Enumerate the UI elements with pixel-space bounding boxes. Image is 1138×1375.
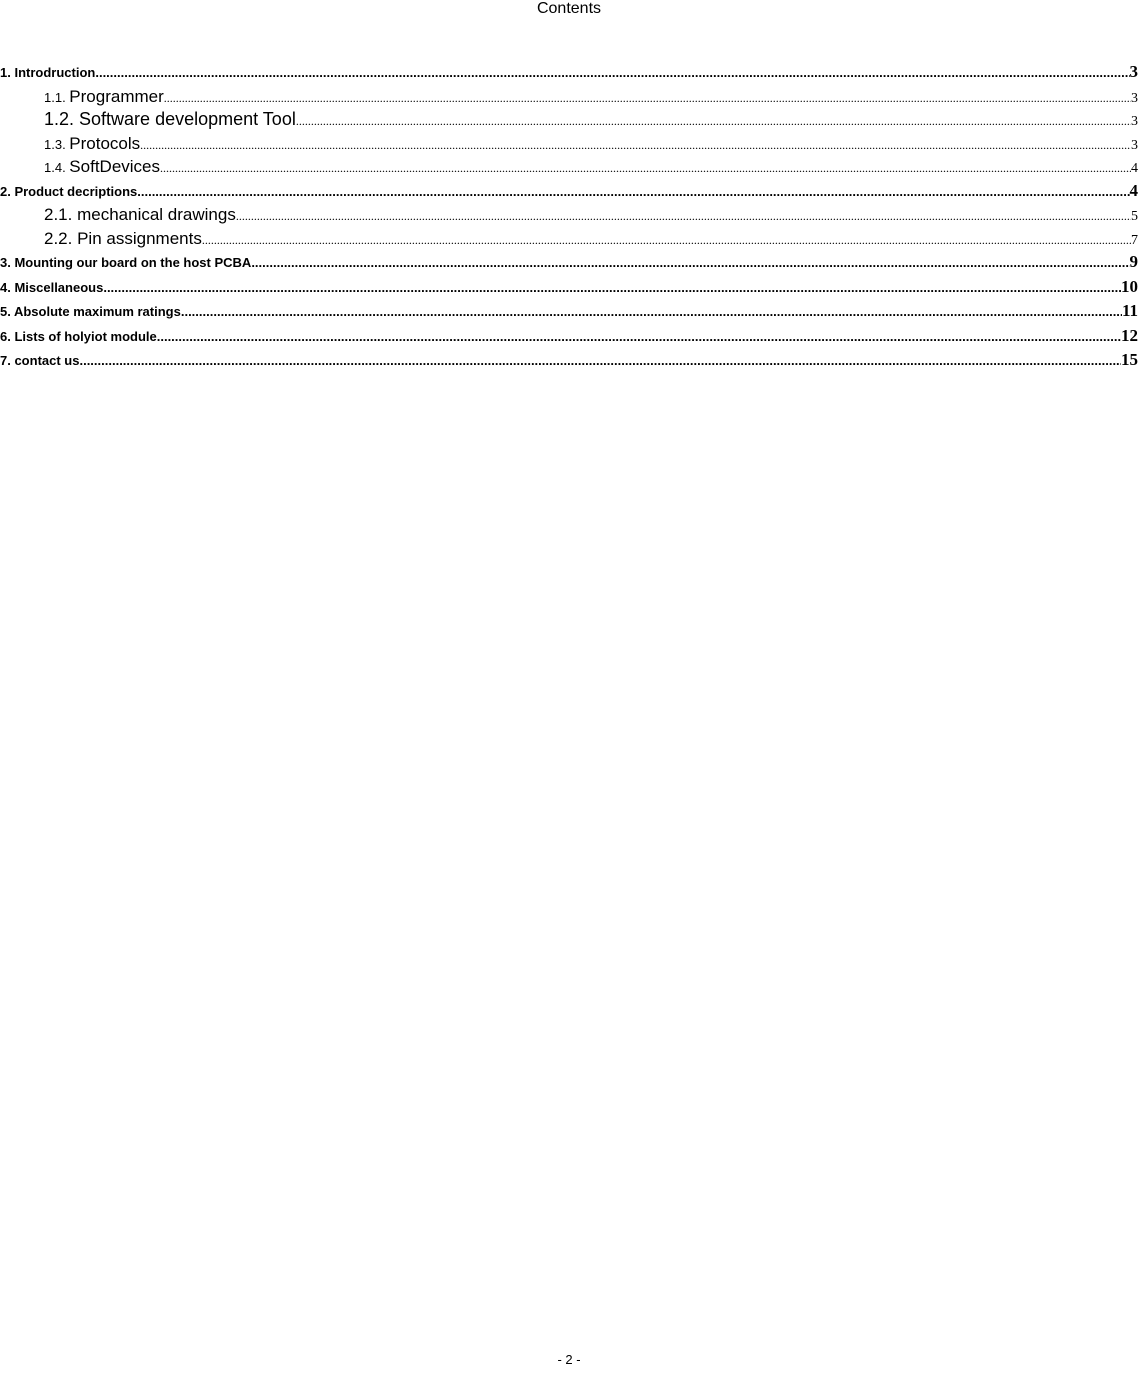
dot-leader [157,325,1121,350]
toc-entry-contact-us[interactable] [0,348,1138,373]
toc-entry-pin-assignments[interactable] [0,227,1138,251]
dot-leader [296,110,1131,134]
toc-entry-text: 1. Introdruction [0,65,96,80]
toc-entry-label: Programmer [69,86,164,106]
toc-entry-number: 2.1. [44,205,78,224]
toc-entry-label: mechanical drawings [77,205,236,224]
toc-entry-text [44,155,160,180]
toc-page-number: 7 [1131,232,1138,248]
toc-page-number: 4 [1131,161,1138,176]
toc-entry-software-development-tool[interactable] [0,108,1138,132]
toc-entry-text: 3. Mounting our board on the host PCBA [0,255,252,270]
toc-entry-text [44,108,296,132]
dot-leader [103,276,1121,301]
toc-entry-programmer[interactable] [0,85,1138,109]
toc-entry-label: Software development Tool [79,109,296,129]
toc-page-number: 3 [1131,137,1138,153]
toc-page-number: 12 [1121,325,1138,345]
toc-entry-label: SoftDevices [69,157,160,176]
dot-leader [236,205,1131,229]
toc-entry-text [44,85,164,110]
toc-entry-lists-of-holyiot-module[interactable] [0,324,1138,349]
toc-page-number: 9 [1129,252,1138,271]
toc-entry-mechanical-drawings[interactable] [0,203,1138,227]
dot-leader [202,229,1131,253]
toc-page-number: 10 [1121,276,1138,296]
toc-entry-protocols[interactable] [0,132,1138,156]
toc-entry-text [44,203,236,227]
toc-entry-number: 2.2. [44,228,78,248]
toc-page-number: 3 [1131,90,1138,106]
dot-leader [95,61,1129,86]
toc-entry-text: 2. Product decriptions [0,183,138,199]
toc-entry-miscellaneous[interactable] [0,275,1138,300]
toc-page-number: 3 [1129,62,1138,81]
toc-entry-mounting[interactable] [0,250,1138,275]
dot-leader [251,251,1129,276]
dot-leader [181,300,1122,325]
page-title: Contents [536,0,602,17]
dot-leader [140,134,1131,158]
toc-page-number: 5 [1131,209,1138,224]
toc-entry-text: 6. Lists of holyiot module [0,328,157,344]
toc-entry-label: Pin assignments [77,228,202,248]
toc-page-number: 3 [1131,114,1138,129]
toc-page-number: 15 [1121,350,1138,369]
dot-leader [164,87,1131,111]
toc-entry-softdevices[interactable] [0,155,1138,179]
toc-entry-number: 1.2. [44,109,80,129]
toc-entry-label: Protocols [69,133,141,153]
toc-entry-product-descriptions[interactable] [0,179,1138,204]
toc-entry-text: 4. Miscellaneous [0,279,104,295]
dot-leader [160,157,1131,181]
toc-entry-text [44,132,140,157]
toc-page-number: 4 [1129,180,1138,200]
page-number-footer: - 2 - [557,1352,581,1367]
toc-entry-text: 5. Absolute maximum ratings [0,304,181,319]
toc-page-number: 11 [1121,301,1138,320]
toc-entry-text: 7. contact us [0,353,80,368]
table-of-contents [0,60,1138,373]
toc-entry-text [44,227,202,251]
toc-entry-absolute-maximum-ratings[interactable] [0,299,1138,324]
dot-leader [79,349,1121,374]
toc-entry-number: 1.3. [44,136,70,152]
dot-leader [137,180,1129,205]
toc-entry-introduction[interactable] [0,60,1138,85]
toc-entry-number: 1.1. [44,89,70,105]
toc-entry-number: 1.4. [44,160,70,175]
